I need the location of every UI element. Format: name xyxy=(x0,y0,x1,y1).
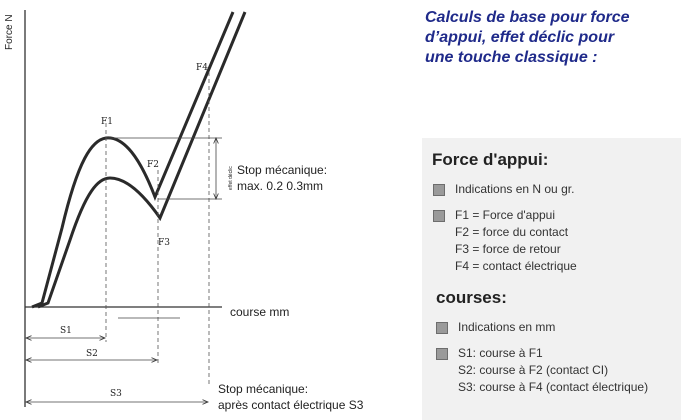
page-title xyxy=(425,8,675,68)
x-axis-label: course mm xyxy=(230,305,290,319)
force-bullet-units: Indications en N ou gr. xyxy=(455,182,575,196)
stop-value-1: max. 0.2 0.3mm xyxy=(237,179,324,193)
title-line-3: une touche classique : xyxy=(425,49,598,66)
course-s2: S2: course à F2 (contact CI) xyxy=(458,363,609,377)
square-bullet-icon xyxy=(436,322,448,334)
title-line-2: d’appui, effet déclic pour xyxy=(425,29,615,46)
course-s1: S1: course à F1 xyxy=(458,346,543,360)
label-f3: F3 xyxy=(158,238,170,248)
courses-heading: courses: xyxy=(436,288,507,307)
click-effect-note: effet déclic xyxy=(228,166,234,190)
y-axis-label: Force N xyxy=(4,14,15,50)
stop-value-2: après contact électrique S3 xyxy=(218,398,364,412)
label-f1: F1 xyxy=(101,117,113,127)
stop-label-1: Stop mécanique: xyxy=(237,163,328,177)
course-s3: S3: course à F4 (contact électrique) xyxy=(458,380,649,394)
force-heading: Force d'appui: xyxy=(432,150,549,169)
label-s3: S3 xyxy=(110,389,122,399)
square-bullet-icon xyxy=(436,348,448,360)
force-f2: F2 = force du contact xyxy=(455,225,569,239)
label-f2: F2 xyxy=(147,160,159,170)
legend-panel xyxy=(422,138,681,420)
square-bullet-icon xyxy=(433,184,445,196)
label-s1: S1 xyxy=(60,326,72,336)
square-bullet-icon xyxy=(433,210,445,222)
label-s2: S2 xyxy=(86,349,98,359)
courses-bullet-units: Indications en mm xyxy=(458,320,556,334)
force-f4: F4 = contact électrique xyxy=(455,259,577,273)
stop-label-2: Stop mécanique: xyxy=(218,382,309,396)
force-f3: F3 = force de retour xyxy=(455,242,561,256)
force-f1: F1 = Force d'appui xyxy=(455,208,556,222)
label-f4: F4 xyxy=(196,63,208,73)
title-line-1: Calculs de base pour force xyxy=(425,9,630,26)
